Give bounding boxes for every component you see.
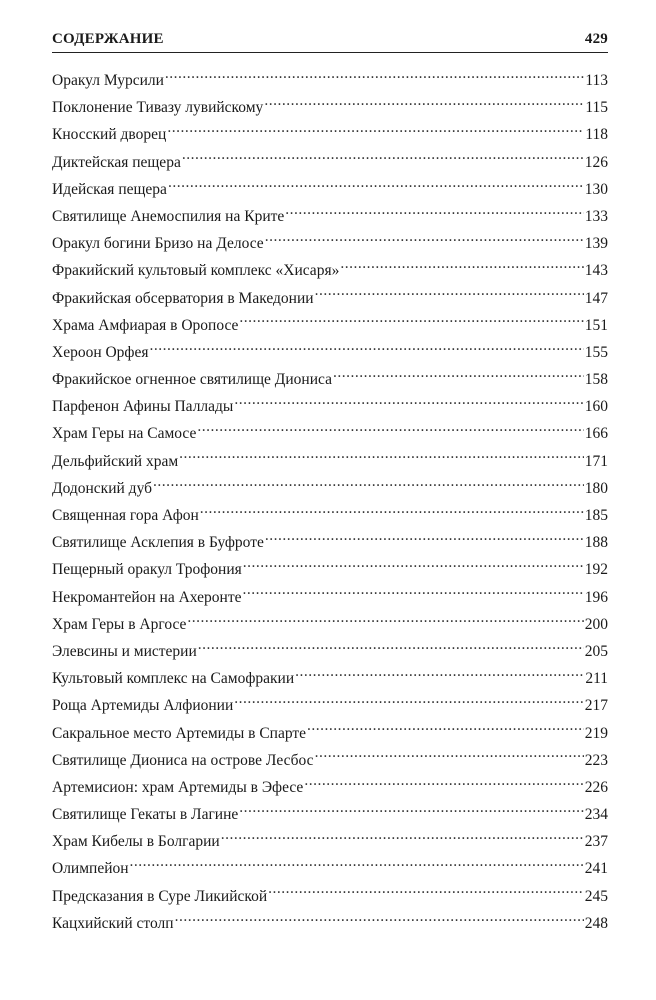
toc-entry[interactable] (52, 448, 608, 475)
toc-entry-title: Кносский дворец (52, 126, 167, 144)
toc-dot-leader (243, 559, 584, 575)
toc-dot-leader (167, 124, 584, 140)
toc-entry-page: 126 (584, 153, 608, 171)
toc-dot-leader (239, 804, 583, 820)
toc-entry[interactable] (52, 529, 608, 556)
toc-entry-page: 188 (584, 534, 608, 552)
toc-entry-title: Хероон Орфея (52, 343, 149, 361)
toc-entry-page: 151 (584, 316, 608, 334)
toc-entry-page: 211 (585, 670, 608, 688)
toc-dot-leader (295, 668, 584, 684)
toc-entry-page: 158 (584, 371, 608, 389)
toc-entry-title: Парфенон Афины Паллады (52, 398, 234, 416)
toc-dot-leader (197, 423, 583, 439)
toc-entry-title: Поклонение Тивазу лувийскому (52, 99, 264, 117)
toc-dot-leader (198, 640, 584, 656)
toc-entry-title: Оракул Мурсили (52, 72, 164, 89)
toc-entry-title: Храм Геры в Аргосе (52, 615, 187, 633)
toc-entry-page: 217 (584, 697, 608, 715)
toc-entry[interactable] (52, 720, 608, 747)
toc-dot-leader (234, 695, 584, 711)
toc-entry-title: Фракийское огненное святилище Диониса (52, 371, 332, 389)
table-of-contents (52, 67, 608, 937)
toc-dot-leader (221, 831, 584, 847)
toc-entry-page: 248 (584, 914, 608, 932)
toc-entry[interactable] (52, 67, 608, 94)
toc-entry-page: 226 (584, 778, 608, 796)
toc-entry-page: 237 (584, 833, 608, 851)
toc-entry-page: 166 (584, 425, 608, 443)
toc-dot-leader (239, 314, 583, 330)
toc-entry-title: Святилище Гекаты в Лагине (52, 806, 239, 824)
toc-dot-leader (268, 885, 584, 901)
toc-entry[interactable] (52, 149, 608, 176)
toc-dot-leader (187, 613, 583, 629)
toc-dot-leader (285, 205, 583, 221)
toc-entry[interactable] (52, 285, 608, 312)
toc-entry[interactable] (52, 366, 608, 393)
toc-entry-title: Священная гора Афон (52, 507, 199, 524)
toc-entry-page: 196 (584, 588, 608, 606)
toc-entry-title: Идейская пещера (52, 180, 167, 198)
toc-dot-leader (200, 505, 584, 521)
toc-entry-title: Элевсины и мистерии (52, 642, 197, 660)
toc-entry-title: Кацхийский столп (52, 914, 174, 932)
toc-entry[interactable] (52, 584, 608, 611)
toc-entry[interactable] (52, 420, 608, 447)
toc-entry-title: Некромантейон на Ахеронте (52, 588, 242, 606)
toc-entry-title: Храм Геры на Самосе (52, 425, 197, 443)
toc-entry[interactable] (52, 257, 608, 284)
toc-entry-page: 245 (584, 887, 608, 905)
toc-entry-title: Пещерный оракул Трофония (52, 561, 242, 579)
toc-entry[interactable] (52, 94, 608, 121)
toc-entry-title: Фракийская обсерватория в Македонии (52, 289, 314, 307)
toc-entry[interactable] (52, 475, 608, 502)
toc-dot-leader (130, 858, 584, 874)
toc-dot-leader (307, 722, 584, 738)
toc-entry[interactable] (52, 176, 608, 203)
toc-dot-leader (315, 749, 584, 765)
toc-entry-page: 205 (584, 642, 608, 660)
toc-entry-title: Фракийский культовый комплекс «Хисаря» (52, 262, 340, 280)
toc-entry[interactable] (52, 774, 608, 801)
toc-entry-title: Храма Амфиарая в Оропосе (52, 316, 239, 334)
toc-dot-leader (150, 341, 584, 357)
toc-entry[interactable] (52, 665, 608, 692)
toc-entry-page: 192 (584, 561, 608, 579)
toc-entry-title: Святилище Диониса на острове Лесбос (52, 751, 314, 769)
toc-dot-leader (153, 477, 584, 493)
toc-dot-leader (315, 287, 584, 303)
toc-entry-page: 200 (584, 615, 608, 633)
toc-dot-leader (265, 233, 584, 249)
header-page-number: 429 (584, 31, 608, 47)
toc-entry-page: 147 (584, 289, 608, 307)
toc-entry-title: Артемисион: храм Артемиды в Эфесе (52, 778, 304, 796)
section-title: СОДЕРЖАНИЕ (52, 31, 164, 47)
toc-dot-leader (264, 97, 584, 113)
toc-entry-page: 234 (584, 806, 608, 824)
toc-entry[interactable] (52, 230, 608, 257)
toc-entry-page: 180 (584, 479, 608, 497)
toc-entry[interactable] (52, 855, 608, 882)
toc-entry-title: Сакральное место Артемиды в Спарте (52, 724, 307, 742)
toc-entry[interactable] (52, 393, 608, 420)
toc-entry-page: 171 (584, 452, 608, 470)
toc-entry[interactable] (52, 502, 608, 529)
toc-entry[interactable] (52, 339, 608, 366)
toc-entry[interactable] (52, 747, 608, 774)
toc-entry-page: 115 (585, 99, 608, 117)
running-head (52, 28, 608, 53)
toc-entry-title: Додонский дуб (52, 479, 153, 497)
toc-dot-leader (243, 586, 584, 602)
toc-entry-title: Оракул богини Бризо на Делосе (52, 235, 264, 253)
toc-entry-page: 143 (584, 262, 608, 280)
toc-entry-page: 219 (584, 724, 608, 742)
document-page (52, 28, 608, 937)
toc-entry[interactable] (52, 121, 608, 148)
toc-entry-title: Роща Артемиды Алфионии (52, 697, 234, 715)
toc-entry-title: Святилище Анемоспилия на Крите (52, 207, 285, 225)
toc-entry-page: 118 (585, 126, 608, 144)
toc-dot-leader (340, 260, 583, 276)
toc-entry-title: Святилище Асклепия в Буфроте (52, 534, 264, 552)
toc-entry[interactable] (52, 801, 608, 828)
toc-entry-title: Храм Кибелы в Болгарии (52, 833, 220, 851)
toc-dot-leader (333, 369, 584, 385)
toc-entry[interactable] (52, 556, 608, 583)
toc-entry[interactable] (52, 611, 608, 638)
toc-entry-page: 241 (584, 860, 608, 878)
toc-dot-leader (175, 912, 584, 928)
toc-entry-title: Предсказания в Суре Ликийской (52, 887, 268, 905)
toc-entry-page: 139 (584, 235, 608, 253)
toc-entry[interactable] (52, 910, 608, 937)
toc-dot-leader (165, 70, 584, 86)
toc-entry[interactable] (52, 203, 608, 230)
toc-entry-page: 223 (584, 751, 608, 769)
toc-entry[interactable] (52, 312, 608, 339)
toc-entry[interactable] (52, 638, 608, 665)
toc-dot-leader (234, 396, 583, 412)
toc-entry-page: 155 (584, 343, 608, 361)
toc-dot-leader (168, 178, 584, 194)
toc-entry-title: Олимпейон (52, 860, 129, 878)
toc-entry-title: Дельфийский храм (52, 452, 179, 470)
toc-entry[interactable] (52, 692, 608, 719)
toc-entry-page: 185 (584, 507, 608, 524)
toc-dot-leader (304, 776, 583, 792)
toc-entry-page: 113 (585, 72, 608, 89)
toc-entry-page: 160 (584, 398, 608, 416)
toc-entry-title: Культовый комплекс на Самофракии (52, 670, 295, 688)
toc-entry[interactable] (52, 828, 608, 855)
toc-dot-leader (265, 532, 584, 548)
toc-entry-page: 130 (584, 180, 608, 198)
toc-entry-page: 133 (584, 207, 608, 225)
toc-dot-leader (179, 450, 584, 466)
toc-entry[interactable] (52, 883, 608, 910)
toc-entry-title: Диктейская пещера (52, 153, 181, 171)
toc-dot-leader (182, 151, 584, 167)
